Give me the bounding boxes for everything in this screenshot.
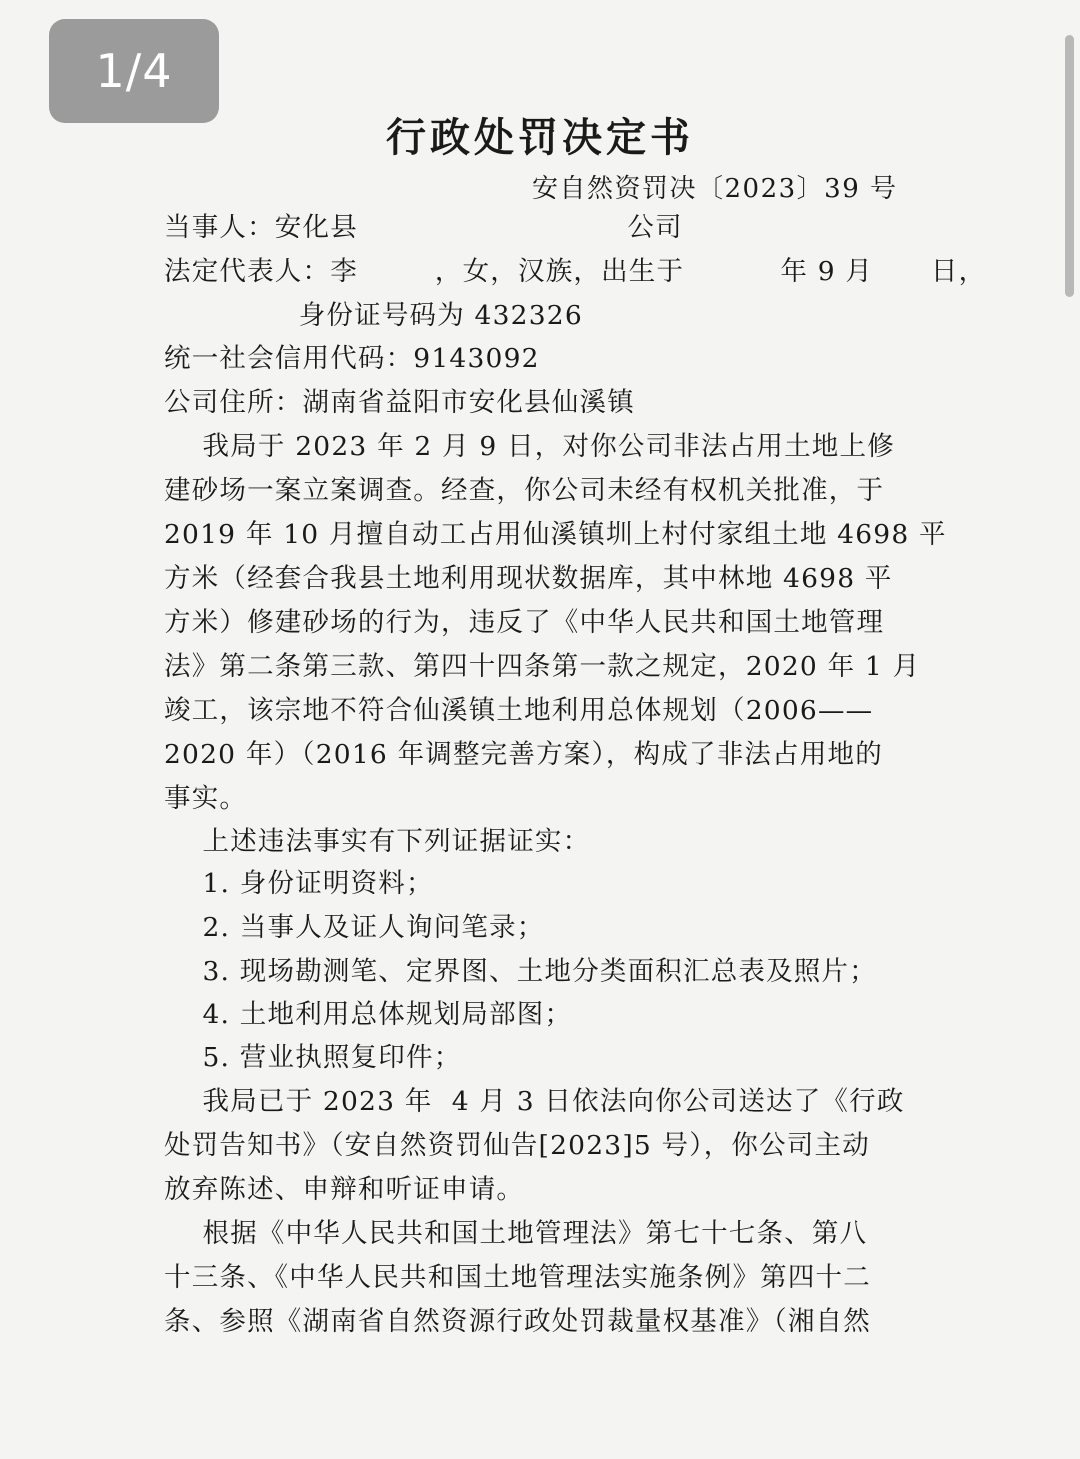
party-line: 当事人：安化县 公司 xyxy=(164,212,683,243)
evidence-item: 4. 土地利用总体规划局部图； xyxy=(164,999,573,1030)
evidence-intro-line: 上述违法事实有下列证据证实： xyxy=(164,826,591,857)
address-line: 公司住所：湖南省益阳市安化县仙溪镇 xyxy=(164,387,635,418)
evidence-item: 3. 现场勘测笔、定界图、土地分类面积汇总表及照片； xyxy=(164,956,877,987)
body-line: 建砂场一案立案调查。经查，你公司未经有权机关批准，于 xyxy=(164,475,885,506)
body-line: 竣工，该宗地不符合仙溪镇土地利用总体规划（2006—— xyxy=(164,695,874,726)
body-line: 2020 年）（2016 年调整完善方案），构成了非法占用地的 xyxy=(164,739,883,770)
body-line: 事实。 xyxy=(164,783,248,814)
document-title: 行政处罚决定书 xyxy=(386,114,694,161)
legal-rep-line: 法定代表人：李 ，女，汉族，出生于 年 9 月 日， xyxy=(164,256,987,287)
credit-code-line: 统一社会信用代码：9143092 xyxy=(164,343,540,374)
evidence-item: 5. 营业执照复印件； xyxy=(164,1042,462,1073)
body-line: 方米）修建砂场的行为，违反了《中华人民共和国土地管理 xyxy=(164,607,885,638)
body-line: 我局已于 2023 年 4 月 3 日依法向你公司送达了《行政 xyxy=(164,1086,905,1117)
body-line: 我局于 2023 年 2 月 9 日，对你公司非法占用土地上修 xyxy=(164,431,895,462)
document-number: 安自然资罚决〔2023〕39 号 xyxy=(532,174,898,204)
id-number-line: 身份证号码为 432326 xyxy=(164,300,583,331)
body-line: 2019 年 10 月擅自动工占用仙溪镇圳上村付家组土地 4698 平 xyxy=(164,519,947,550)
body-line: 根据《中华人民共和国土地管理法》第七十七条、第八 xyxy=(164,1218,868,1249)
body-line: 条、参照《湖南省自然资源行政处罚裁量权基准》（湘自然 xyxy=(164,1306,871,1337)
evidence-item: 2. 当事人及证人询问笔录； xyxy=(164,912,545,943)
body-line: 放弃陈述、申辩和听证申请。 xyxy=(164,1174,525,1205)
body-line: 法》第二条第三款、第四十四条第一款之规定，2020 年 1 月 xyxy=(164,651,921,682)
body-line: 方米（经套合我县土地利用现状数据库，其中林地 4698 平 xyxy=(164,563,893,594)
page-counter: 1/4 xyxy=(49,19,219,123)
body-line: 处罚告知书》（安自然资罚仙告[2023]5 号），你公司主动 xyxy=(164,1130,870,1161)
body-line: 十三条、《中华人民共和国土地管理法实施条例》第四十二 xyxy=(164,1262,871,1293)
evidence-item: 1. 身份证明资料； xyxy=(164,868,434,899)
scrollbar[interactable] xyxy=(1065,35,1074,297)
